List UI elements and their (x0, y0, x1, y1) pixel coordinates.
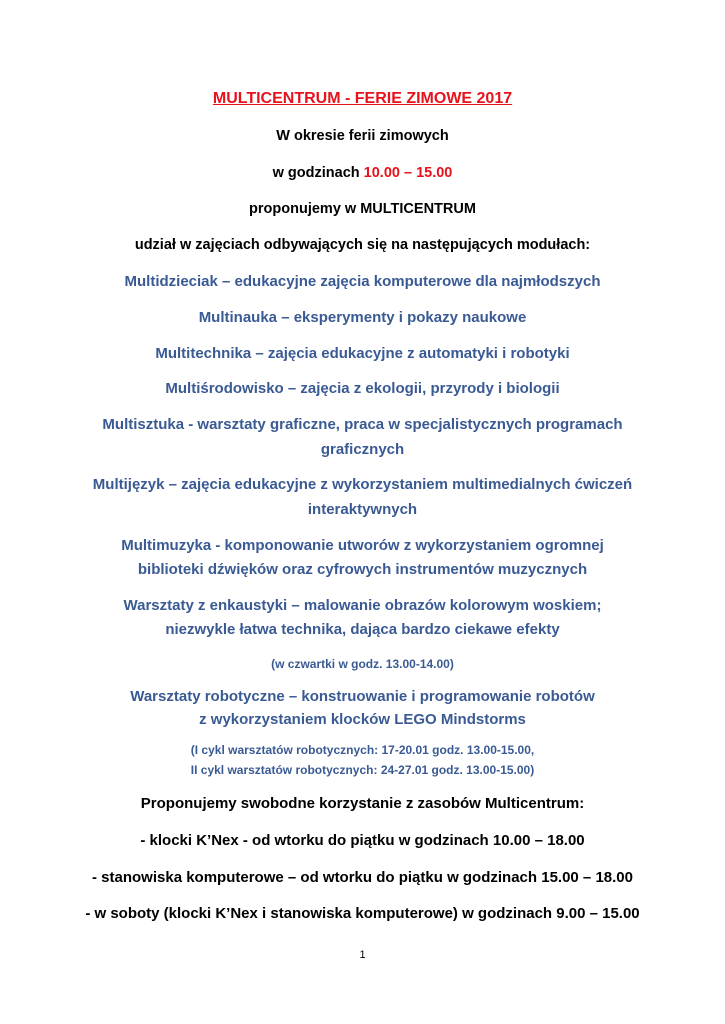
module-robotyka-line-1: Warsztaty robotyczne – konstruowanie i programowanie robotów (130, 688, 595, 705)
intro-hours: 10.00 – 15.00 (363, 165, 453, 181)
module-multinauka: Multinauka – eksperymenty i pokazy naukowe (198, 309, 527, 326)
module-multijezyk-line-1: Multijęzyk – zajęcia edukacyjne z wykorzystaniem multimedialnych ćwiczeń (92, 476, 633, 493)
module-multimuzyka-line-2: biblioteki dźwięków oraz cyfrowych instrumentów muzycznych (137, 561, 588, 578)
intro-hours-prefix: w godzinach (272, 165, 364, 181)
module-multisrodowisko: Multiśrodowisko – zajęcia z ekologii, przyrody i biologii (165, 380, 560, 397)
module-robotyka-line-2: z wykorzystaniem klocków LEGO Mindstorms (199, 711, 526, 728)
module-multisztuka-line-1: Multisztuka - warsztaty graficzne, praca w specjalistycznych programach (102, 416, 623, 433)
intro-line-1: W okresie ferii zimowych (276, 128, 449, 144)
resources-heading: Proponujemy swobodne korzystanie z zasobów Multicentrum: (140, 795, 585, 812)
module-robotyka-note-2: II cykl warsztatów robotycznych: 24-27.01 godz. 13.00-15.00) (190, 763, 535, 777)
resource-knex: - klocki K’Nex - od wtorku do piątku w godzinach 10.00 – 18.00 (140, 832, 585, 849)
module-multimuzyka-line-1: Multimuzyka - komponowanie utworów z wykorzystaniem ogromnej (121, 537, 604, 554)
module-robotyka-note-1: (I cykl warsztatów robotycznych: 17-20.01 godz. 13.00-15.00, (190, 743, 535, 757)
intro-line-4: udział w zajęciach odbywających się na następujących modułach: (134, 237, 591, 253)
intro-line-2 (40, 165, 685, 181)
module-multidzieciak: Multidzieciak – edukacyjne zajęcia komputerowe dla najmłodszych (124, 273, 601, 290)
module-multisztuka-line-2: graficznych (320, 441, 405, 458)
module-enkaustyka-note: (w czwartki w godz. 13.00-14.00) (271, 657, 454, 671)
module-multijezyk-line-2: interaktywnych (307, 501, 418, 518)
resource-computers: - stanowiska komputerowe – od wtorku do piątku w godzinach 15.00 – 18.00 (92, 869, 633, 886)
page-number: 1 (359, 949, 366, 961)
module-enkaustyka-line-1: Warsztaty z enkaustyki – malowanie obrazów kolorowym woskiem; (123, 597, 602, 614)
document-title: MULTICENTRUM - FERIE ZIMOWE 2017 (212, 90, 513, 107)
intro-line-3: proponujemy w MULTICENTRUM (249, 201, 476, 217)
module-multitechnika: Multitechnika – zajęcia edukacyjne z automatyki i robotyki (155, 345, 570, 362)
module-enkaustyka-line-2: niezwykle łatwa technika, dająca bardzo ciekawe efekty (165, 621, 560, 638)
resource-saturdays: - w soboty (klocki K’Nex i stanowiska komputerowe) w godzinach 9.00 – 15.00 (85, 905, 640, 922)
